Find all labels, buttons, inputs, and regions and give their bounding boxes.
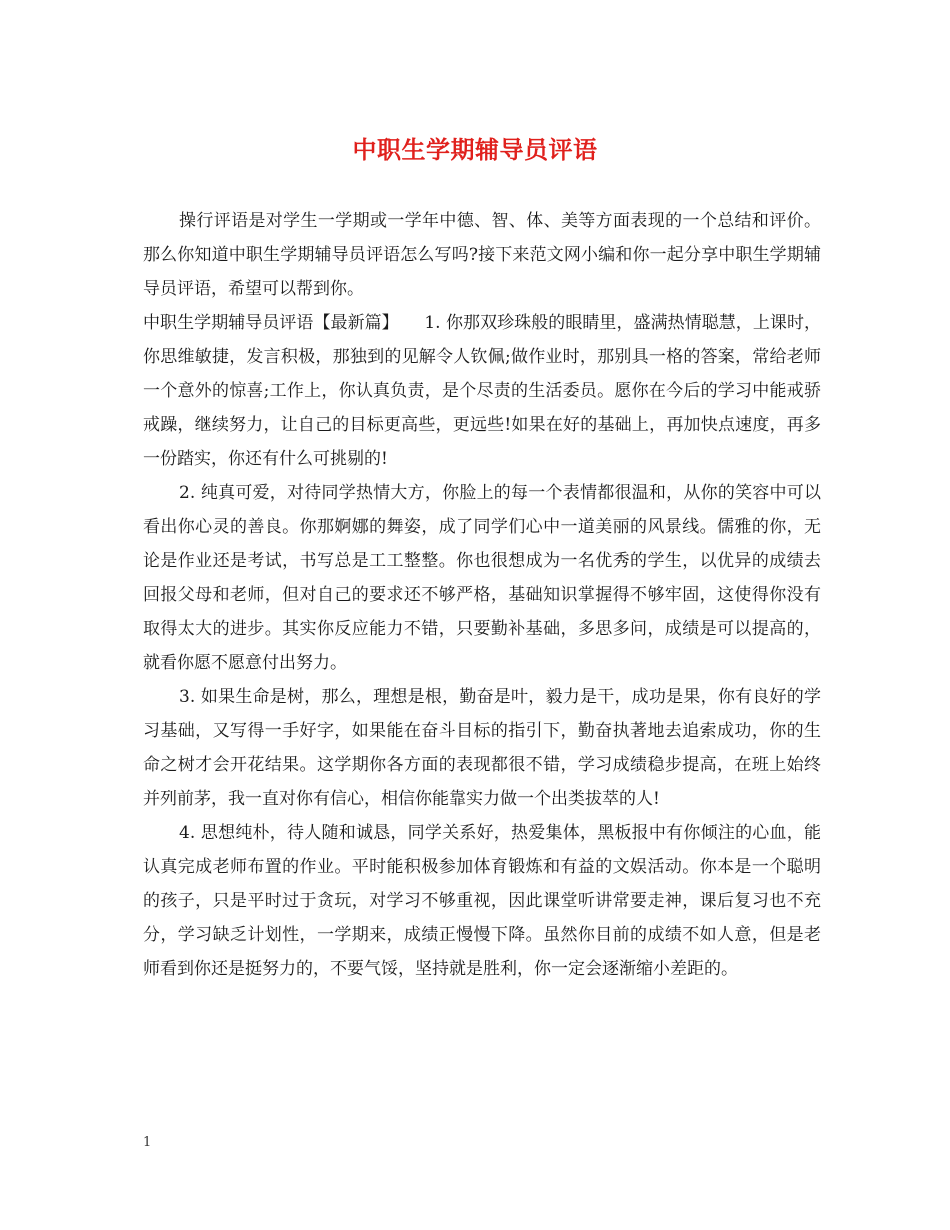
document-title: 中职生学期辅导员评语	[352, 135, 598, 164]
comment-paragraph-1: 中职生学期辅导员评语【最新篇】 1. 你那双珍珠般的眼睛里，盛满热情聪慧，上课时，你思维敏捷，发言积极，那独到的见解令人钦佩;做作业时，那别具一格的答案，常给老师一个意外的惊喜;工作上，你认真负责，是个尽责的生活委员。愿你在今后的学习中能戒骄戒躁，继续努力，让自己的目标更高些，更远些!如果在好的基础上，再加快点速度，再多一份踏实，你还有什么可挑剔的!	[143, 313, 821, 469]
comment-paragraph-4: 4. 思想纯朴，待人随和诚恳，同学关系好，热爱集体，黑板报中有你倾注的心血，能认真完成老师布置的作业。平时能积极参加体育锻炼和有益的文娱活动。你本是一个聪明的孩子，只是平时过于贪玩，对学习不够重视，因此课堂听讲常要走神，课后复习也不充分，学习缺乏计划性，一学期来，成绩正慢慢下降。虽然你目前的成绩不如人意，但是老师看到你还是挺努力的，不要气馁，坚持就是胜利，你一定会逐渐缩小差距的。	[143, 823, 821, 979]
comment-paragraph-2: 2. 纯真可爱，对待同学热情大方，你脸上的每一个表情都很温和，从你的笑容中可以看出你心灵的善良。你那婀娜的舞姿，成了同学们心中一道美丽的风景线。儒雅的你，无论是作业还是考试，书写总是工工整整。你也很想成为一名优秀的学生，以优异的成绩去回报父母和老师，但对自己的要求还不够严格，基础知识掌握得不够牢固，这使得你没有取得太大的进步。其实你反应能力不错，只要勤补基础，多思多问，成绩是可以提高的，就看你愿不愿意付出努力。	[143, 483, 821, 673]
intro-paragraph: 操行评语是对学生一学期或一学年中德、智、体、美等方面表现的一个总结和评价。那么你知道中职生学期辅导员评语怎么写吗?接下来范文网小编和你一起分享中职生学期辅导员评语，希望可以帮到你。	[143, 211, 821, 299]
comment-paragraph-3: 3. 如果生命是树，那么，理想是根，勤奋是叶，毅力是干，成功是果，你有良好的学习基础，又写得一手好字，如果能在奋斗目标的指引下，勤奋执著地去追索成功，你的生命之树才会开花结果。这学期你各方面的表现都很不错，学习成绩稳步提高，在班上始终并列前茅，我一直对你有信心，相信你能靠实力做一个出类拔萃的人!	[143, 687, 821, 809]
page-number: 1	[143, 1135, 152, 1150]
document-body	[143, 204, 821, 986]
